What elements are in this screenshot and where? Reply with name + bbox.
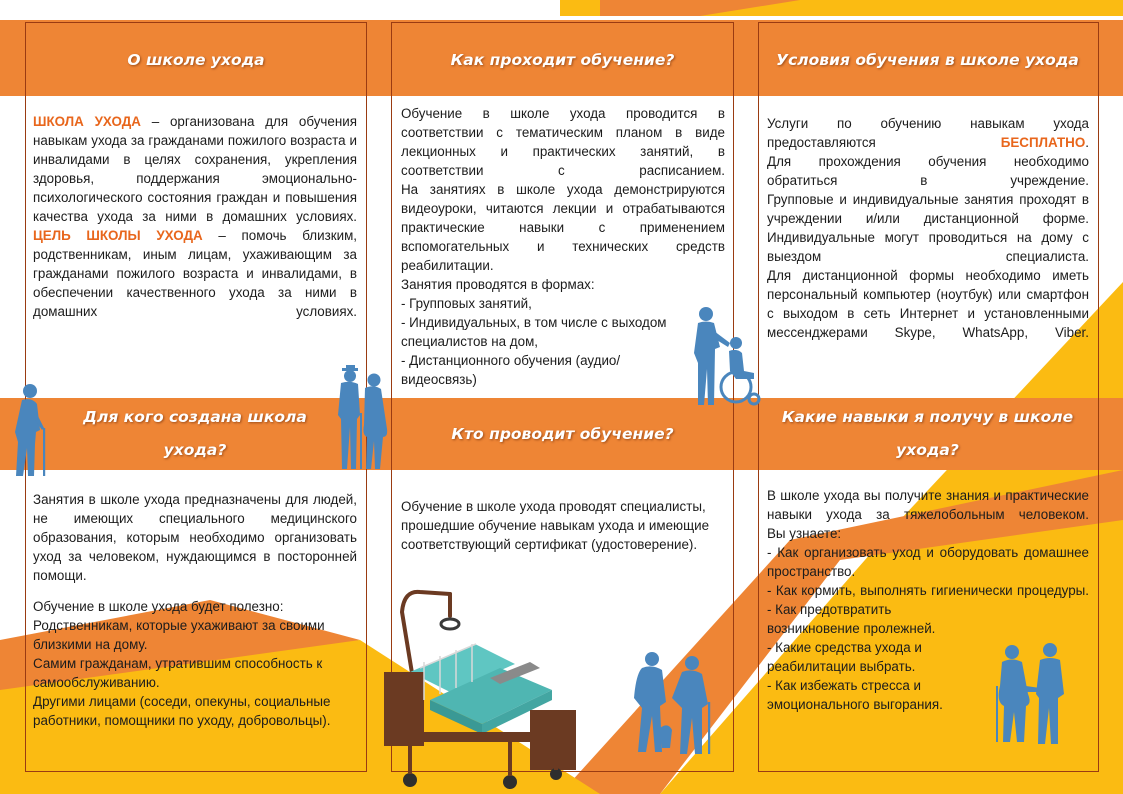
about-school-highlight: ШКОЛА УХОДА <box>33 114 141 129</box>
couple-holding-hands-icon <box>992 642 1076 746</box>
for-whom-paragraph-1: Занятия в школе ухода предназначены для людей, не имеющих специального медицинского образования, которым необходимо организовать уход за человеком, нуждающимся в посторонней помощи. <box>33 492 357 583</box>
about-goal-highlight: ЦЕЛЬ ШКОЛЫ УХОДА <box>33 228 203 243</box>
about-goal-text: – помочь близким, родственникам, иным лицам, ухаживающим за гражданами пожилого возраста и инвалидами, в обеспечении качественного ухода за ними в домашних условиях. <box>33 228 357 319</box>
heading-who: Кто проводит обучение? <box>451 424 674 443</box>
heading-for-whom: Для кого создана школа ухода? <box>83 408 307 459</box>
conditions-free-end: . <box>1085 135 1089 150</box>
skills-item-5: - Как избежать стресса и эмоционального выгорания. <box>767 678 943 712</box>
conditions-paragraph-4: Индивидуальные могут проводиться на дому с выездом специалиста. <box>767 230 1089 264</box>
how-paragraph-3: Занятия проводятся в формах: <box>401 277 595 292</box>
skills-paragraph-1: В школе ухода вы получите знания и практические навыки ухода за тяжелобольным человеком. <box>767 488 1089 522</box>
elderly-couple-icon <box>334 365 392 473</box>
about-paragraph-goal <box>33 226 357 321</box>
conditions-paragraph-5: Для дистанционной формы необходимо иметь персональный компьютер (ноутбук) или смартфон с выходом в сеть Интернет и установленными мессенджерами Skype, WhatsApp, Viber. <box>767 268 1089 340</box>
who-paragraph-1: Обучение в школе ухода проводят специалисты, прошедшие обучение навыкам ухода и имеющие соответствующий сертификат (удостоверение). <box>401 499 710 552</box>
about-text <box>33 112 357 321</box>
about-paragraph-school <box>33 112 357 226</box>
how-form-individual: - Индивидуальных, в том числе с выходом специалистов на дом, <box>401 315 667 349</box>
how-form-group: - Групповых занятий, <box>401 296 532 311</box>
how-form-remote: - Дистанционного обучения (аудио/видеосвязь) <box>401 353 621 387</box>
conditions-paragraph-2: Для прохождения обучения необходимо обратиться в учреждение. <box>767 154 1089 188</box>
conditions-paragraph-1 <box>767 114 1089 152</box>
for-whom-paragraph-5: Другими лицами (соседи, опекуны, социальные работники, помощники по уходу, добровольцы). <box>33 694 331 728</box>
for-whom-paragraph-4: Самим гражданам, утратившим способность к самообслуживанию. <box>33 656 323 690</box>
hospital-bed-icon <box>380 582 580 794</box>
conditions-free-text: Услуги по обучению навыкам ухода предоставляются <box>767 116 1089 150</box>
how-text <box>401 104 725 389</box>
heading-about: О школе ухода <box>127 50 265 69</box>
who-text <box>401 497 725 554</box>
for-whom-paragraph-2: Обучение в школе ухода будет полезно: <box>33 599 284 614</box>
conditions-paragraph-3: Групповые и индивидуальные занятия проходят в учреждении и/или дистанционной форме. <box>767 192 1089 226</box>
heading-conditions: Условия обучения в школе ухода <box>776 50 1079 69</box>
conditions-free-highlight: БЕСПЛАТНО <box>1000 135 1086 150</box>
wheelchair-caregiver-icon <box>692 305 762 409</box>
for-whom-text <box>33 490 357 730</box>
about-school-text: – организована для обучения навыкам ухода за гражданами пожилого возраста и инвалидами в целях сохранения, укрепления здоровья, поддержания эмоционально-психологического состояния граждан и повышения качества ухода за ними в домашних условиях. <box>33 114 357 224</box>
how-paragraph-2: На занятиях в школе ухода демонстрируются видеоуроки, читаются лекции и отрабатываются практические навыки с применением вспомогательных и технических средств реабилитации. <box>401 182 725 273</box>
skills-item-1: - Как организовать уход и оборудовать домашнее пространство. <box>767 545 1089 579</box>
for-whom-paragraph-3: Родственникам, которые ухаживают за своими близкими на дому. <box>33 618 325 652</box>
walking-couple-icon <box>632 650 722 758</box>
conditions-text <box>767 114 1089 342</box>
how-paragraph-1: Обучение в школе ухода проводится в соответствии с тематическим планом в виде лекционных и практических занятий, в соответствии с расписанием. <box>401 106 725 178</box>
skills-paragraph-2: Вы узнаете: <box>767 526 842 541</box>
heading-skills: Какие навыки я получу в школе ухода? <box>781 408 1074 459</box>
skills-item-3: - Как предотвратить возникновение пролежней. <box>767 602 936 636</box>
skills-item-2: - Как кормить, выполнять гигиенически процедуры. <box>767 583 1089 598</box>
skills-item-4: - Какие средства ухода и реабилитации выбрать. <box>767 640 922 674</box>
heading-how: Как проходит обучение? <box>450 50 675 69</box>
elderly-cane-icon <box>10 382 52 480</box>
